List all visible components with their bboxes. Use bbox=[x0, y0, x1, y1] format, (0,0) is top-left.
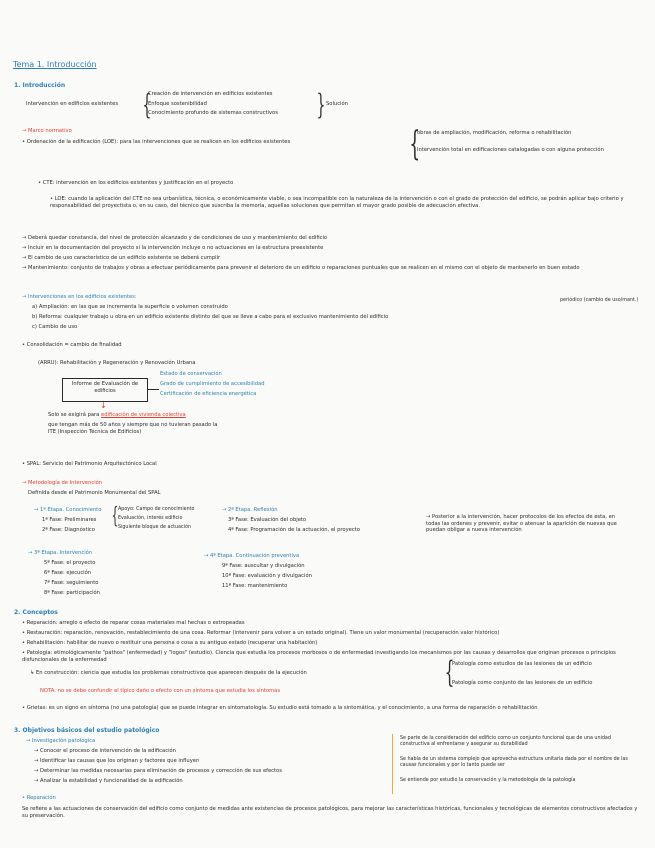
investigacion-heading: → Investigación patológica bbox=[26, 738, 96, 744]
side-rule bbox=[392, 734, 393, 794]
etapa-2-fase-2: 4ª Fase: Programación de la actuación, el proyecto bbox=[228, 527, 360, 533]
ordenacion-right-2: Intervención total en edificaciones catalogadas o con alguna protección bbox=[417, 147, 604, 153]
incluir-text: → Incluir en la documentación del proyecto si la intervención incluye o no actuaciones en la estructura preexistente bbox=[22, 245, 324, 251]
reparacion-heading: • Reparación bbox=[22, 795, 56, 801]
side-note-2: Se habla de un sistema complejo que aprovecha estructura unitaria dada por el nombre de las causas funcionales y por lo tanto puede ser bbox=[400, 757, 628, 768]
objetivo-4: → Analizar la estabilidad y funcionalidad de la edificación bbox=[34, 778, 183, 784]
intervenciones-heading: → Intervenciones en los edificios existentes: bbox=[22, 294, 137, 300]
restauracion-def: • Restauración: reparación, renovación, restablecimiento de una cosa. Reformar (intervenir para volver a un estado original). Tiene un valor monumental (recuperación valor histórico) bbox=[22, 630, 500, 636]
etapa-3-heading: → 3ª Etapa. Intervención bbox=[28, 550, 93, 556]
etapa-1-right-2: Evaluación, interés edificio bbox=[118, 516, 183, 521]
etapa-3-fase-2: 6ª Fase: ejecución bbox=[44, 570, 92, 576]
item-a: a) Ampliación: en las que se incrementa la superficie o volumen construido bbox=[32, 304, 228, 310]
informe-output-2: Grado de cumplimiento de accesibilidad bbox=[160, 381, 265, 387]
reparacion-text: Se refiere a las actuaciones de conservación del edificio como conjunto de medidas ante existencias de procesos patológicos, para mejorar las características históricas, funcionales y tecnológicas de elementos constructivos afectados y su preservación. bbox=[22, 806, 638, 819]
etapa-1-heading: → 1ª Etapa. Conocimiento bbox=[34, 507, 102, 513]
intro-result: Solución bbox=[326, 101, 348, 107]
posterior-note: → Posterior a la intervención, hacer protocolos de los efectos de ésta, en todas las ordenes y prevenir, evitar o atenuar la aparición de nuevas que puedan obligar a nueva intervención bbox=[426, 514, 617, 533]
etapa-2-heading: → 2ª Etapa. Reflexión bbox=[222, 507, 278, 513]
left-brace: { bbox=[142, 88, 152, 121]
side-note-3: Se entiende por estudio la conservación y la metodología de la patología bbox=[400, 778, 576, 783]
loe-note: • LOE: cuando la aplicación del CTE no sea urbanística, técnica, o económicamente viable, o sea incompatible con la naturaleza de la intervención o con el grado de protección del edificio, se podrán aplicar bajo criterio y responsabilidad del proyectista o, en su caso, del técnico que suscriba la memoria, aquellas soluciones que permitan el mayor grado posible de adecuación efectiva. bbox=[50, 196, 624, 209]
reparacion-def: • Reparación: arreglo o efecto de reparar cosas materiales mal hechas o estropeadas bbox=[22, 620, 245, 626]
metodologia-sub: Definida desde el Patrimonio Monumental del SPAL bbox=[28, 490, 161, 496]
etapa-4-fase-1: 9ª Fase: auscultar y divulgación bbox=[222, 563, 305, 569]
item-c: c) Cambio de uso bbox=[32, 324, 78, 330]
periodic-note: periódico (cambio de uso/mant.) bbox=[560, 298, 639, 303]
informe-output-3: Certificación de eficiencia energética bbox=[160, 391, 257, 397]
objetivo-1: → Conocer el proceso de intervención de la edificación bbox=[34, 748, 176, 754]
marco-heading: → Marco normativo bbox=[22, 128, 72, 134]
objetivo-2: → Identificar las causas que los originan y factores que influyen bbox=[34, 758, 200, 764]
arru-text: (ARRU): Rehabilitación y Regeneración y Renovación Urbana bbox=[38, 360, 196, 366]
ordenacion-right-1: obras de ampliación, modificación, reforma o rehabilitación bbox=[417, 130, 572, 136]
etapa-2-fase-1: 3ª Fase: Evaluación del objeto bbox=[228, 517, 307, 523]
solo-exigira-detail: que tengan más de 50 años y siempre que no tuvieran pasado la ITE (Inspección Técnica de Edificios) bbox=[48, 422, 218, 435]
ordenacion-text: • Ordenación de la edificación (LOE): para las intervenciones que se realicen en los edificios existentes bbox=[22, 139, 291, 145]
etapa-4-heading: → 4ª Etapa. Continuación preventiva bbox=[204, 553, 300, 559]
deben-text: → Deberá quedar constancia, del nivel de protección alcanzado y de condiciones de uso y mantenimiento del edificio bbox=[22, 235, 328, 241]
patologia-right-2: Patología como conjunto de las lesiones de un edificio bbox=[452, 680, 593, 686]
right-brace: } bbox=[316, 88, 326, 121]
informe-output-1: Estado de conservación bbox=[160, 371, 222, 377]
section-1-heading: 1. Introducción bbox=[14, 82, 66, 89]
etapa-3-fase-3: 7ª Fase: seguimiento bbox=[44, 580, 99, 586]
patologia-construccion: ↳ En construcción: ciencia que estudia los problemas constructivos que aparecen después de la ejecución bbox=[30, 670, 307, 676]
etapa-3-fase-4: 8ª Fase: participación bbox=[44, 590, 100, 596]
patologia-right-1: Patología como estudios de las lesiones de un edificio bbox=[452, 661, 592, 667]
intro-item-2: Enfoque sostenibilidad bbox=[148, 101, 207, 107]
grietas-def: • Grietas: es un signo en síntoma (no una patología) que se puede integrar en sintomatología. Su estudio está tomado a la sintomática, y el conocimiento, a una forma de reparación o rehabilitación bbox=[22, 705, 538, 711]
etapa-1-right-3: Siguiente bloque de actuación bbox=[118, 525, 191, 530]
patologia-def: • Patología: etimológicamente "pathos" (enfermedad) y "logos" (estudio). Ciencia que estudia los procesos morbosos o de enfermedad investigando los mecanismos por las causas y desarrollos que originan procesos o principios disfuncionales de la enfermedad bbox=[22, 650, 616, 663]
etapa-4-fase-3: 11ª Fase: mantenimiento bbox=[222, 583, 288, 589]
consolidacion-label: • Consolidación = cambio de finalidad bbox=[22, 342, 122, 348]
spal-label: • SPAL: Servicio del Patrimonio Arquitectónico Local bbox=[22, 461, 157, 467]
etapa-1-right-1: Apoyo: Campo de conocimiento bbox=[118, 507, 195, 512]
section-2-heading: 2. Conceptos bbox=[14, 609, 58, 616]
etapa-1-fase-1: 1ª Fase: Preliminares bbox=[42, 517, 97, 523]
connector-line bbox=[147, 389, 159, 390]
nota-text: NOTA: no se debe confundir el típico daño o efecto con un síntoma que estudia los síntomas bbox=[40, 688, 281, 694]
side-note-1: Se parte de la consideración del edificio como un conjunto funcional que de una unidad constructiva al enfrentarse y asegurar su durabilidad bbox=[400, 736, 611, 747]
mantenimiento-text: → Mantenimiento: conjunto de trabajos y obras a efectuar periódicamente para prevenir el deterioro de un edificio o reparaciones puntuales que se realicen en el mismo con el objeto de mantenerlo en buen estado bbox=[22, 265, 580, 271]
intro-label: Intervención en edificios existentes bbox=[26, 101, 119, 107]
vivienda-colectiva: edificación de vivienda colectiva bbox=[101, 412, 186, 418]
metodologia-heading: → Metodología de Intervención bbox=[22, 480, 103, 486]
intro-item-3: Conocimiento profundo de sistemas constructivos bbox=[148, 110, 278, 116]
etapa-1-fase-2: 2ª Fase: Diagnóstico bbox=[42, 527, 95, 533]
informe-box-label: Informe de Evaluación de edificios bbox=[71, 381, 139, 394]
down-arrow-icon: ↓ bbox=[100, 401, 107, 410]
page-title: Tema 1. Introducción bbox=[13, 60, 97, 69]
objetivo-3: → Determinar las medidas necesarias para eliminación de procesos y corrección de sus efectos bbox=[34, 768, 282, 774]
etapa-1-brace: { bbox=[111, 504, 119, 529]
ordenacion-brace: { bbox=[409, 124, 421, 164]
section-3-heading: 3. Objetivos básicos del estudio patológico bbox=[14, 727, 160, 734]
cte-text: • CTE: intervención en los edificios existentes y justificación en el proyecto bbox=[38, 180, 234, 186]
etapa-3-fase-1: 5ª Fase: el proyecto bbox=[44, 560, 96, 566]
item-b: b) Reforma: cualquier trabajo u obra en un edificio existente distinto del que se lleve a cabo para el exclusivo mantenimiento del edificio bbox=[32, 314, 389, 320]
cambio-text: → El cambio de uso característico de un edificio existente se deberá cumplir bbox=[22, 255, 221, 261]
patologia-brace: { bbox=[444, 655, 455, 690]
solo-exigira: Solo se exigirá para edificación de vivienda colectiva bbox=[48, 412, 186, 418]
intro-item-1: Creación de intervención en edificios existentes bbox=[148, 91, 273, 97]
etapa-4-fase-2: 10ª Fase: evaluación y divulgación bbox=[222, 573, 312, 579]
rehabilitacion-def: • Rehabilitación: habilitar de nuevo o restituir una persona o cosa a su antiguo estado (recuperar una habitación) bbox=[22, 640, 318, 646]
